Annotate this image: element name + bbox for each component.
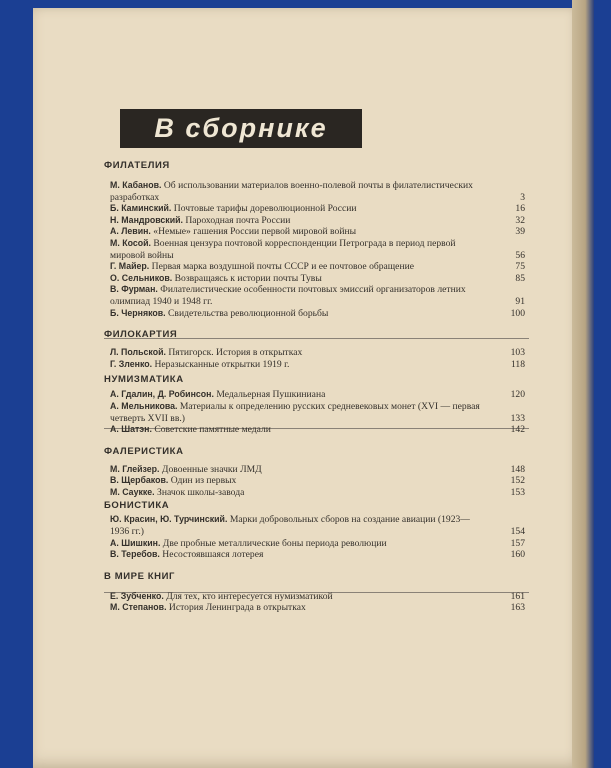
section-title-books: В МИРЕ КНИГ [104, 570, 176, 582]
entry-title: Две пробные металлические боны периода революции [162, 537, 387, 549]
entry-title: Медальерная Пушкиниана [216, 389, 326, 401]
entry-page: 154 [510, 526, 525, 538]
toc-entry [110, 203, 525, 215]
entry-author: Е. Зубченко. [110, 590, 164, 601]
entry-title: Довоенные значки ЛМД [161, 463, 262, 475]
entry-title: Советские памятные медали [154, 424, 271, 436]
entry-author: В. Фурман. [110, 284, 158, 295]
entry-title: Марки добровольных сборов на создание авиации (1923—1936 гг.) [110, 514, 470, 538]
entry-author: В. Щербаков. [110, 475, 169, 486]
toc-entry [110, 389, 525, 401]
section-title-philocarty: ФИЛОКАРТИЯ [104, 329, 178, 341]
entry-title: Материалы к определению русских средневековых монет (XVI — первая четверть XVII вв.) [110, 400, 480, 424]
entry-page: 56 [515, 249, 525, 261]
entry-page: 152 [510, 475, 525, 487]
toc-entry [110, 401, 525, 424]
toc-entry [110, 226, 525, 238]
entry-title: Возвращаясь к истории почты Тувы [174, 272, 322, 284]
entry-page: 100 [510, 307, 525, 319]
entry-page: 32 [515, 214, 525, 226]
entry-title: Для тех, кто интересуется нумизматикой [166, 590, 333, 602]
entry-page: 118 [510, 358, 525, 370]
entry-page: 153 [510, 486, 525, 498]
table-of-contents [104, 160, 525, 614]
toc-entry [110, 487, 525, 499]
toc-entry [110, 424, 525, 436]
toc-entry [110, 514, 525, 537]
entry-author: А. Мельникова. [110, 400, 178, 411]
entry-page: 161 [510, 590, 525, 602]
toc-entry [110, 308, 525, 320]
entry-title: Пароходная почта России [185, 214, 291, 226]
entry-author: М. Глейзер. [110, 463, 160, 474]
entry-title: «Немые» гашения России первой мировой войны [153, 226, 357, 238]
entry-page: 120 [510, 389, 525, 401]
entry-title: История Ленинграда в открытках [168, 602, 306, 614]
entry-page: 103 [510, 347, 525, 359]
entry-title: Почтовые тарифы дореволюционной России [173, 203, 357, 215]
entry-author: А. Шатэн. [110, 424, 152, 435]
entry-author: Л. Польской. [110, 347, 166, 358]
entry-page: 148 [510, 463, 525, 475]
entry-author: В. Теребов. [110, 549, 160, 560]
entry-author: Н. Мандровский. [110, 214, 183, 225]
entry-page: 75 [515, 261, 525, 273]
entry-author: А. Шишкин. [110, 537, 161, 548]
entry-title: Военная цензура почтовой корреспонденции Петрограда в период первой мировой войны [110, 237, 456, 261]
entry-title: Пятигорск. История в открытках [168, 347, 303, 359]
entry-page: 142 [510, 424, 525, 436]
entry-title: Филателистические особенности почтовых эмиссий организаторов летних олимпиад 1940 и 1948 гг. [110, 284, 466, 307]
entry-title: Об использовании материалов военно-полевой почты в филателистических разработках [110, 180, 473, 203]
entry-title: Значок школы-завода [157, 486, 245, 498]
toc-entry [110, 284, 525, 307]
toc-entry [110, 238, 525, 261]
entry-author: М. Саукке. [110, 486, 155, 497]
entry-title: Один из первых [170, 475, 237, 487]
entry-page: 160 [510, 549, 525, 561]
entry-page: 39 [515, 226, 525, 238]
entry-title: Свидетельства революционной борьбы [168, 307, 329, 319]
page-heading: В сборнике [120, 109, 362, 148]
entry-page: 163 [510, 602, 525, 614]
toc-entry [110, 538, 525, 550]
toc-entry [110, 347, 525, 359]
section-title-bonistics: БОНИСТИКА [104, 500, 170, 512]
toc-entry [110, 215, 525, 227]
toc-entry [110, 549, 525, 561]
entry-author: О. Сельников. [110, 272, 173, 283]
entry-page: 85 [515, 272, 525, 284]
entry-author: М. Степанов. [110, 602, 167, 613]
toc-entry [110, 261, 525, 273]
entry-author: Г. Майер. [110, 261, 150, 272]
entry-page: 133 [510, 412, 525, 424]
toc-entry [110, 602, 525, 614]
entry-page: 157 [510, 537, 525, 549]
section-title-philately: ФИЛАТЕЛИЯ [104, 160, 170, 171]
entry-author: А. Левин. [110, 226, 151, 237]
section-title-phaleristics: ФАЛЕРИСТИКА [104, 445, 184, 457]
entry-author: Ю. Красин, Ю. Турчинский. [110, 514, 228, 525]
entry-author: А. Гдалин, Д. Робинсон. [110, 389, 214, 400]
entry-title: Несостоявшаяся лотерея [162, 549, 264, 561]
entry-author: М. Кабанов. [110, 180, 162, 190]
toc-entry [110, 464, 525, 476]
toc-entry [110, 359, 525, 371]
entry-page: 3 [520, 191, 525, 203]
entry-author: Б. Черняков. [110, 307, 166, 318]
page-edge [572, 0, 594, 768]
entry-title: Неразысканные открытки 1919 г. [154, 358, 290, 370]
entry-page: 91 [515, 295, 525, 307]
toc-entry [110, 180, 525, 203]
entry-title: Первая марка воздушной почты СССР и ее почтовое обращение [151, 261, 414, 273]
section-title-numismatics: НУМИЗМАТИКА [104, 374, 184, 386]
entry-author: Б. Каминский. [110, 203, 172, 214]
entry-page: 16 [515, 203, 525, 215]
entry-author: М. Косой. [110, 237, 151, 248]
toc-entry [110, 273, 525, 285]
toc-entry [110, 591, 525, 603]
toc-entry [110, 475, 525, 487]
entry-author: Г. Зленко. [110, 358, 153, 369]
